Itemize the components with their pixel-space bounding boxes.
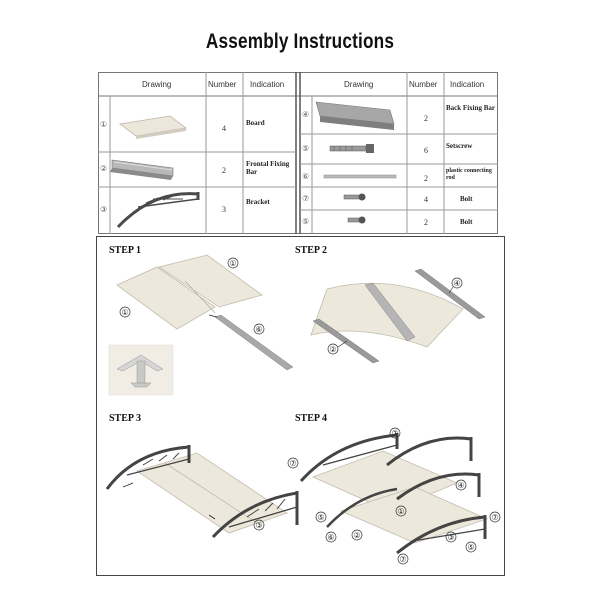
row-number: 6: [424, 146, 428, 155]
header-indication-right: Indication: [450, 80, 485, 89]
step-1-illustration: [109, 255, 293, 395]
bolt-small-drawing: [348, 217, 366, 224]
header-indication-left: Indication: [250, 80, 285, 89]
row-number: 2: [424, 114, 428, 123]
bracket-drawing: [118, 192, 198, 227]
page-title: Assembly Instructions: [205, 30, 395, 53]
callout-1-label: ①: [397, 507, 405, 516]
row-indication: Bolt: [460, 195, 473, 203]
step-1-label: STEP 1: [109, 245, 141, 256]
callout-3-label: ③: [255, 521, 263, 530]
steps-illustrations: [97, 237, 504, 575]
header-drawing-left: Drawing: [142, 80, 172, 89]
callout-5-label: ⑤: [467, 543, 475, 552]
row-mark: ①: [100, 120, 108, 129]
row-number: 3: [222, 205, 226, 214]
callout-1-label: ①: [121, 308, 129, 317]
step-2-label: STEP 2: [295, 245, 327, 256]
callout-4-label: ④: [453, 279, 461, 288]
step-3-illustration: [107, 445, 297, 537]
row-number: 2: [222, 166, 226, 175]
back-fixing-bar-drawing: [316, 102, 394, 130]
row-mark: ③: [100, 205, 108, 214]
row-mark: ⑤: [302, 217, 310, 226]
step-3-label: STEP 3: [109, 413, 141, 424]
steps-panel: [96, 236, 505, 576]
connecting-rod-drawing: [324, 175, 396, 178]
callout-6-label: ⑥: [327, 533, 335, 542]
header-drawing-right: Drawing: [344, 80, 374, 89]
row-mark: ②: [100, 164, 108, 173]
row-indication: Board: [246, 119, 265, 127]
step-2-illustration: [311, 269, 485, 363]
row-indication: Bolt: [460, 218, 473, 226]
callout-1-label: ①: [229, 259, 237, 268]
row-indication: Frontal Fixing Bar: [246, 160, 290, 176]
header-number-right: Number: [409, 80, 438, 89]
callout-4-label: ④: [457, 481, 465, 490]
row-indication: plastic connecting rod: [446, 168, 492, 181]
bolt-drawing: [344, 194, 366, 201]
row-mark: ④: [302, 110, 310, 119]
row-number: 2: [424, 218, 428, 227]
parts-table: [98, 72, 498, 234]
row-number: 4: [424, 195, 428, 204]
callout-6-label: ⑥: [255, 325, 263, 334]
callout-2-label: ②: [353, 531, 361, 540]
board-drawing: [120, 116, 186, 139]
row-mark: ⑦: [302, 194, 310, 203]
parts-table-grid: [98, 72, 498, 234]
callout-7-label: ⑦: [391, 429, 399, 438]
callout-7-label: ⑦: [399, 555, 407, 564]
setscrew-drawing: [330, 144, 374, 153]
row-number: 2: [424, 174, 428, 183]
callout-7-label: ⑦: [289, 459, 297, 468]
row-indication: Bracket: [246, 198, 270, 206]
callout-7-label: ⑦: [491, 513, 499, 522]
row-indication: Back Fixing Bar: [446, 104, 496, 112]
step-4-illustration: [288, 428, 500, 564]
row-number: 4: [222, 124, 226, 133]
row-mark: ⑤: [302, 144, 310, 153]
row-mark: ⑥: [302, 172, 310, 181]
callout-5-label: ⑤: [317, 513, 325, 522]
header-number-left: Number: [208, 80, 237, 89]
callout-2-label: ②: [329, 345, 337, 354]
callout-3-label: ③: [447, 533, 455, 542]
step-4-label: STEP 4: [295, 413, 327, 424]
row-indication: Setscrew: [446, 142, 473, 150]
frontal-fixing-bar-drawing: [110, 160, 173, 180]
